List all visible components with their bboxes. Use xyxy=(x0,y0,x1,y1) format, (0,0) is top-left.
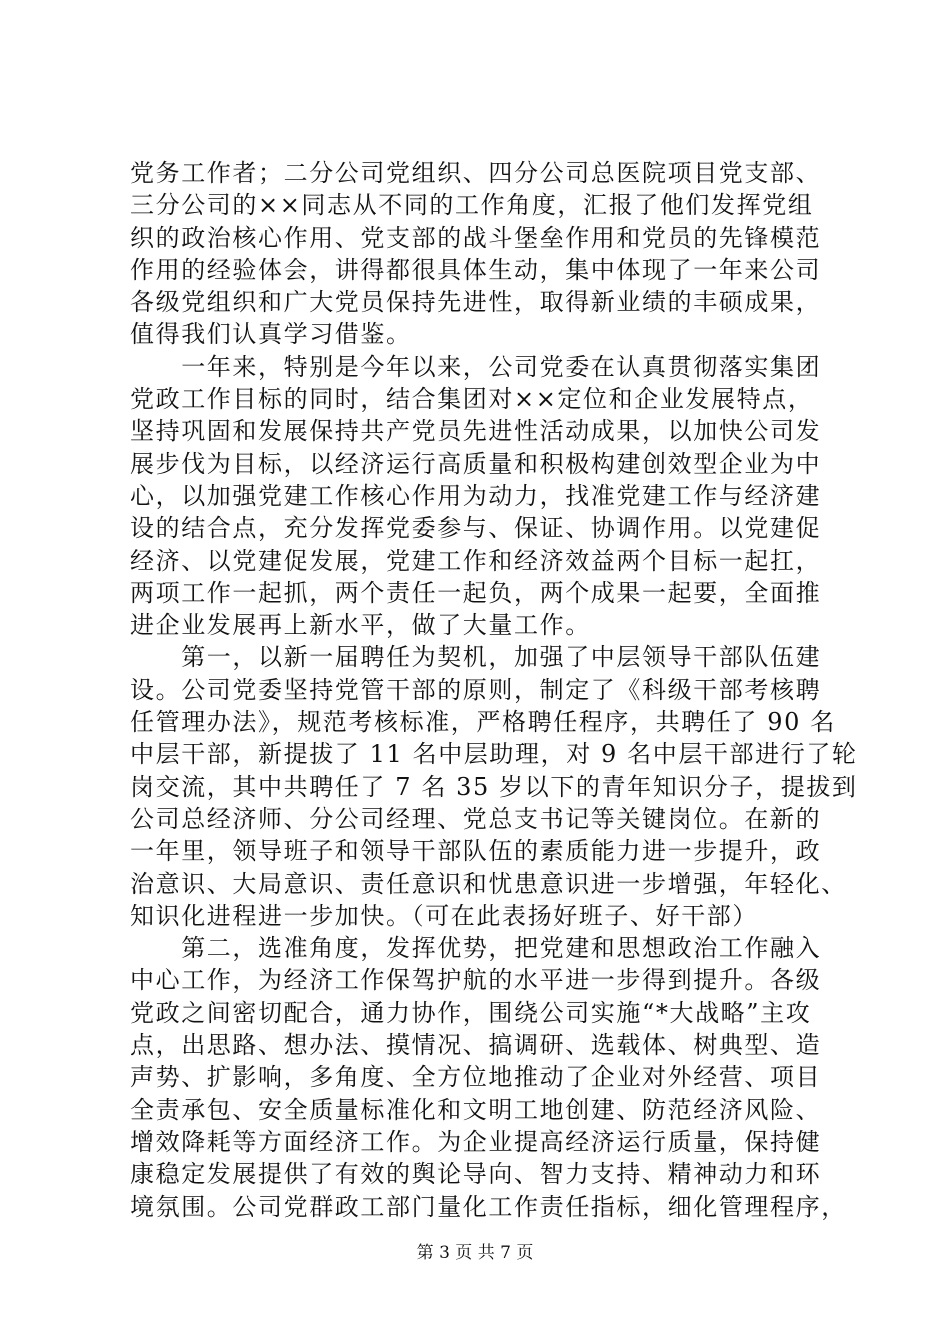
text-line: 作用的经验体会，讲得都很具体生动，集中体现了一年来公司 xyxy=(130,255,822,284)
text-line: 中心工作，为经济工作保驾护航的水平进一步得到提升。各级 xyxy=(130,966,822,995)
body-text xyxy=(130,157,858,1223)
text-line: 点，出思路、想办法、摸情况、搞调研、选载体、树典型、造 xyxy=(130,1031,822,1060)
text-line: 一年来，特别是今年以来，公司党委在认真贯彻落实集团 xyxy=(130,352,822,381)
text-line: 织的政治核心作用、党支部的战斗堡垒作用和党员的先锋模范 xyxy=(130,223,822,252)
text-line: 设的结合点，充分发挥党委参与、保证、协调作用。以党建促 xyxy=(130,514,822,543)
text-line: 经济、以党建促发展，党建工作和经济效益两个目标一起扛， xyxy=(130,546,822,575)
text-line: 任管理办法》，规范考核标准，严格聘任程序，共聘任了 90 名 xyxy=(130,708,836,737)
text-line: 康稳定发展提供了有效的舆论导向、智力支持、精神动力和环 xyxy=(130,1160,822,1189)
text-line: 三分公司的××同志从不同的工作角度，汇报了他们发挥党组 xyxy=(130,191,814,220)
text-line: 一年里，领导班子和领导干部队伍的素质能力进一步提升，政 xyxy=(130,837,822,866)
text-line: 增效降耗等方面经济工作。为企业提高经济运行质量，保持健 xyxy=(130,1127,822,1156)
text-line: 第一，以新一届聘任为契机，加强了中层领导干部队伍建 xyxy=(130,643,822,672)
text-line: 党务工作者；二分公司党组织、四分公司总医院项目党支部、 xyxy=(130,159,822,187)
text-line: 岗交流，其中共聘任了 7 名 35 岁以下的青年知识分子，提拔到 xyxy=(130,772,858,801)
text-line: 值得我们认真学习借鉴。 xyxy=(130,320,412,349)
text-line: 治意识、大局意识、责任意识和忧患意识进一步增强，年轻化、 xyxy=(130,869,847,898)
text-line: 设。公司党委坚持党管干部的原则，制定了《科级干部考核聘 xyxy=(130,675,822,704)
text-line: 坚持巩固和发展保持共产党员先进性活动成果，以加快公司发 xyxy=(130,417,822,446)
text-line: 党政工作目标的同时，结合集团对××定位和企业发展特点， xyxy=(130,385,814,414)
text-line: 知识化进程进一步加快。（可在此表扬好班子、好干部） xyxy=(130,901,758,930)
text-line: 展步伐为目标，以经济运行高质量和积极构建创效型企业为中 xyxy=(130,449,822,478)
text-line: 全责承包、安全质量标准化和文明工地创建、防范经济风险、 xyxy=(130,1095,822,1124)
text-line: 各级党组织和广大党员保持先进性，取得新业绩的丰硕成果， xyxy=(130,288,822,317)
text-line: 心，以加强党建工作核心作用为动力，找准党建工作与经济建 xyxy=(130,481,822,510)
text-line: 两项工作一起抓，两个责任一起负，两个成果一起要，全面推 xyxy=(130,578,822,607)
text-line: 进企业发展再上新水平，做了大量工作。 xyxy=(130,611,591,640)
text-line: 第二，选准角度，发挥优势，把党建和思想政治工作融入 xyxy=(130,934,822,963)
text-line: 境氛围。公司党群政工部门量化工作责任指标，细化管理程序， xyxy=(130,1192,847,1221)
text-line: 党政之间密切配合，通力协作，围绕公司实施“*大战略”主攻 xyxy=(130,998,812,1027)
page-footer: 第 3 页 共 7 页 xyxy=(416,1243,534,1263)
text-line: 声势、扩影响，多角度、全方位地推动了企业对外经营、项目 xyxy=(130,1063,822,1092)
text-line: 中层干部，新提拔了 11 名中层助理，对 9 名中层干部进行了轮 xyxy=(130,740,858,769)
text-line: 公司总经济师、分公司经理、党总支书记等关键岗位。在新的 xyxy=(130,804,822,833)
